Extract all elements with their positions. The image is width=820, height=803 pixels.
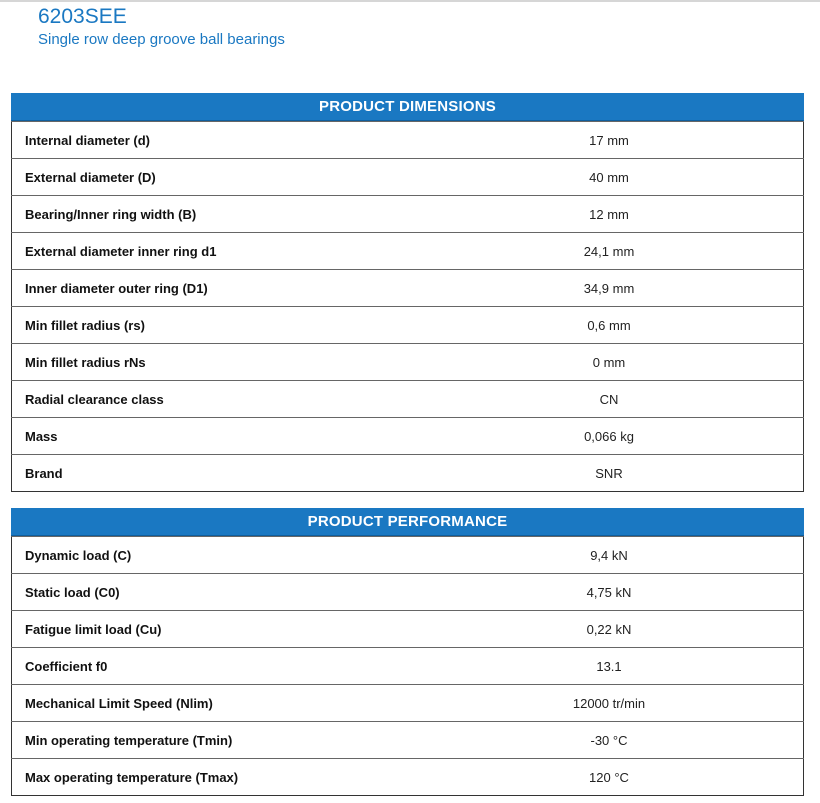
table-row — [12, 122, 804, 159]
row-value: 17 mm — [415, 122, 804, 159]
table-row — [12, 685, 804, 722]
row-label: Mass — [12, 418, 416, 455]
table-row — [12, 159, 804, 196]
row-value: -30 °C — [415, 722, 804, 759]
row-value: 120 °C — [415, 759, 804, 796]
table-row — [12, 381, 804, 418]
row-value: 13.1 — [415, 648, 804, 685]
row-label: External diameter inner ring d1 — [12, 233, 416, 270]
table-row — [12, 759, 804, 796]
row-label: Min fillet radius (rs) — [12, 307, 416, 344]
table-row — [12, 344, 804, 381]
row-label: Max operating temperature (Tmax) — [12, 759, 416, 796]
row-value: 4,75 kN — [415, 574, 804, 611]
table-row — [12, 537, 804, 574]
row-label: External diameter (D) — [12, 159, 416, 196]
row-label: Coefficient f0 — [12, 648, 416, 685]
row-value: SNR — [415, 455, 804, 492]
row-label: Static load (C0) — [12, 574, 416, 611]
product-header — [38, 4, 285, 50]
product-code: 6203SEE — [38, 5, 127, 28]
row-value: 0,066 kg — [415, 418, 804, 455]
row-value: CN — [415, 381, 804, 418]
row-label: Dynamic load (C) — [12, 537, 416, 574]
top-divider — [0, 0, 820, 2]
table-row — [12, 418, 804, 455]
product-dimensions-section — [11, 93, 804, 492]
row-label: Radial clearance class — [12, 381, 416, 418]
table-row — [12, 455, 804, 492]
table-row — [12, 196, 804, 233]
row-value: 0 mm — [415, 344, 804, 381]
row-label: Bearing/Inner ring width (B) — [12, 196, 416, 233]
table-row — [12, 307, 804, 344]
row-value: 34,9 mm — [415, 270, 804, 307]
table-row — [12, 270, 804, 307]
row-value: 0,6 mm — [415, 307, 804, 344]
row-value: 24,1 mm — [415, 233, 804, 270]
row-label: Fatigue limit load (Cu) — [12, 611, 416, 648]
product-performance-section — [11, 508, 804, 796]
section-title: PRODUCT DIMENSIONS — [11, 93, 804, 121]
performance-table — [11, 536, 804, 796]
row-value: 9,4 kN — [415, 537, 804, 574]
row-label: Min fillet radius rNs — [12, 344, 416, 381]
table-row — [12, 574, 804, 611]
row-value: 40 mm — [415, 159, 804, 196]
row-label: Min operating temperature (Tmin) — [12, 722, 416, 759]
row-label: Inner diameter outer ring (D1) — [12, 270, 416, 307]
row-value: 12 mm — [415, 196, 804, 233]
table-row — [12, 233, 804, 270]
dimensions-table — [11, 121, 804, 492]
table-row — [12, 611, 804, 648]
row-label: Mechanical Limit Speed (Nlim) — [12, 685, 416, 722]
product-subtitle: Single row deep groove ball bearings — [38, 31, 285, 48]
section-title: PRODUCT PERFORMANCE — [11, 508, 804, 536]
row-label: Internal diameter (d) — [12, 122, 416, 159]
row-value: 12000 tr/min — [415, 685, 804, 722]
table-row — [12, 648, 804, 685]
row-value: 0,22 kN — [415, 611, 804, 648]
row-label: Brand — [12, 455, 416, 492]
table-row — [12, 722, 804, 759]
